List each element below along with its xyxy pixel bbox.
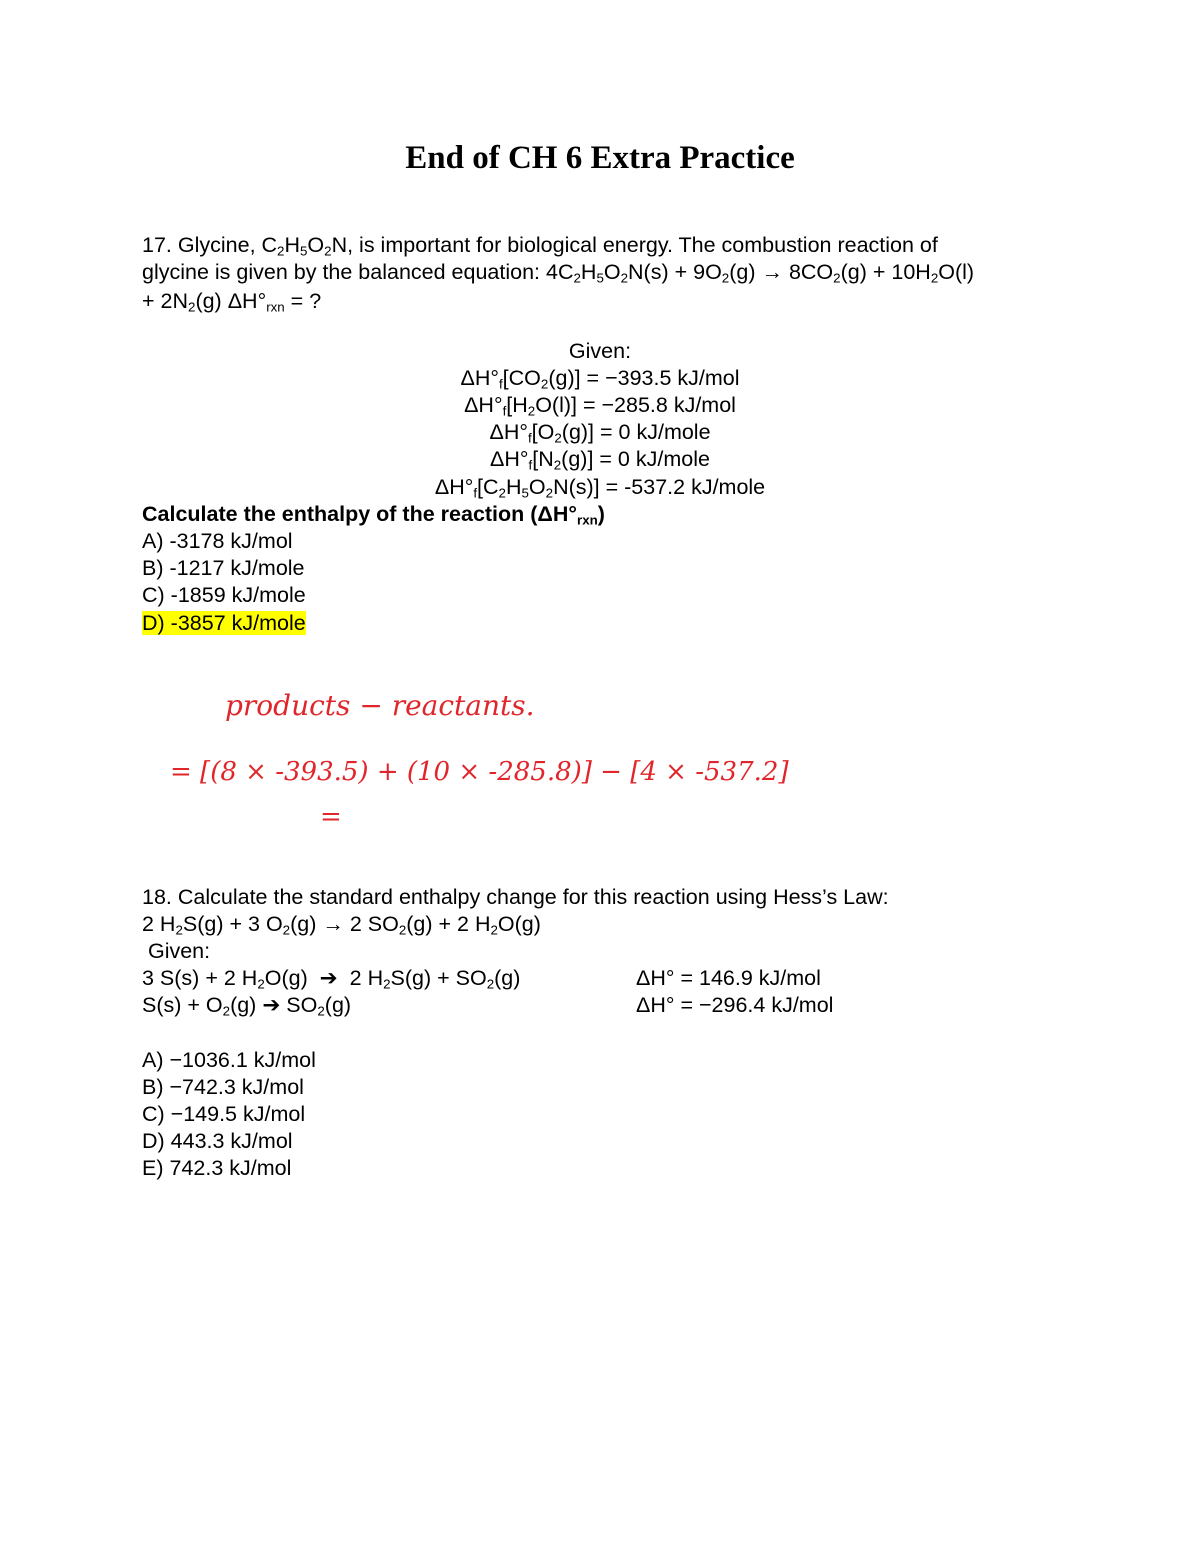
q18-question: 18. Calculate the standard enthalpy change for this reaction using Hess’s Law: bbox=[142, 885, 889, 909]
q18-reaction-2-enthalpy: ΔH° = −296.4 kJ/mol bbox=[636, 993, 834, 1017]
answer-choice-highlighted bbox=[142, 610, 306, 637]
handwriting-line-1: products − reactants. bbox=[225, 689, 535, 722]
q17-line-3: + $2N_2(g) \Delta H^\circ_{rxn}$ = ? bbox=[142, 289, 322, 315]
given-item: $\Delta H^\circ_f[C_2H_5O_2N(s)] = -537.2$ kJ/mole bbox=[434, 475, 766, 501]
q18-reaction-2: $S(s) + O_2(g)$ ➔ $SO_2(g)$ bbox=[142, 993, 352, 1019]
q18-reaction-1: 3 S(s) + 2 $H_2O(g)$ ➔ 2 $H_2S(g) + SO_2(g)$ bbox=[142, 966, 521, 992]
handwriting-line-3: = bbox=[320, 802, 342, 832]
q17-line-2: glycine is given by the balanced equation: $4C_2H_5O_2N(s) + 9O_2(g) \to 8CO_2(g) + 10H_2O(l)$ bbox=[142, 260, 975, 286]
answer-choice: E) 742.3 kJ/mol bbox=[142, 1156, 292, 1180]
given-item: $\Delta H^\circ_f[O_2(g)] = 0$ kJ/mole bbox=[489, 420, 711, 446]
page-title: End of CH 6 Extra Practice bbox=[405, 140, 795, 176]
given-label: Given: bbox=[568, 339, 632, 363]
answer-choice: D) 443.3 kJ/mol bbox=[142, 1129, 293, 1153]
given-item: $\Delta H^\circ_f[H_2O(l)] = -285.8$ kJ/mol bbox=[464, 393, 736, 419]
answer-choice: A) -3178 kJ/mol bbox=[142, 529, 293, 553]
handwritten-work bbox=[170, 680, 830, 840]
handwriting-line-2: = [(8 × -393.5) + (10 × -285.8)] − [4 × -537.2] bbox=[170, 757, 789, 787]
given-item: $\Delta H^\circ_f[N_2(g)] = 0$ kJ/mole bbox=[490, 447, 710, 473]
given-item: $\Delta H^\circ_f[CO_2(g)] = -393.5$ kJ/mol bbox=[460, 366, 740, 392]
answer-choice: B) -1217 kJ/mole bbox=[142, 556, 305, 580]
q17-line-1: 17. Glycine, $C_2H_5O_2N$, is important for biological energy. The combustion reaction of bbox=[142, 233, 938, 259]
q17-prompt: Calculate the enthalpy of the reaction $(\Delta H^\circ_{rxn})$ bbox=[142, 502, 605, 528]
answer-choice: B) −742.3 kJ/mol bbox=[142, 1075, 304, 1099]
answer-choice: A) −1036.1 kJ/mol bbox=[142, 1048, 316, 1072]
answer-choice: C) -1859 kJ/mole bbox=[142, 583, 306, 607]
q18-given-label: Given: bbox=[142, 939, 211, 963]
q18-equation: 2 $H_2S(g) + 3$ $O_2(g) \to 2$ $SO_2(g) + 2$ $H_2O(g)$ bbox=[142, 912, 541, 938]
answer-highlight: D) -3857 kJ/mole bbox=[142, 611, 306, 635]
q18-reaction-1-enthalpy: ΔH° = 146.9 kJ/mol bbox=[636, 966, 821, 990]
answer-choice: C) −149.5 kJ/mol bbox=[142, 1102, 306, 1126]
